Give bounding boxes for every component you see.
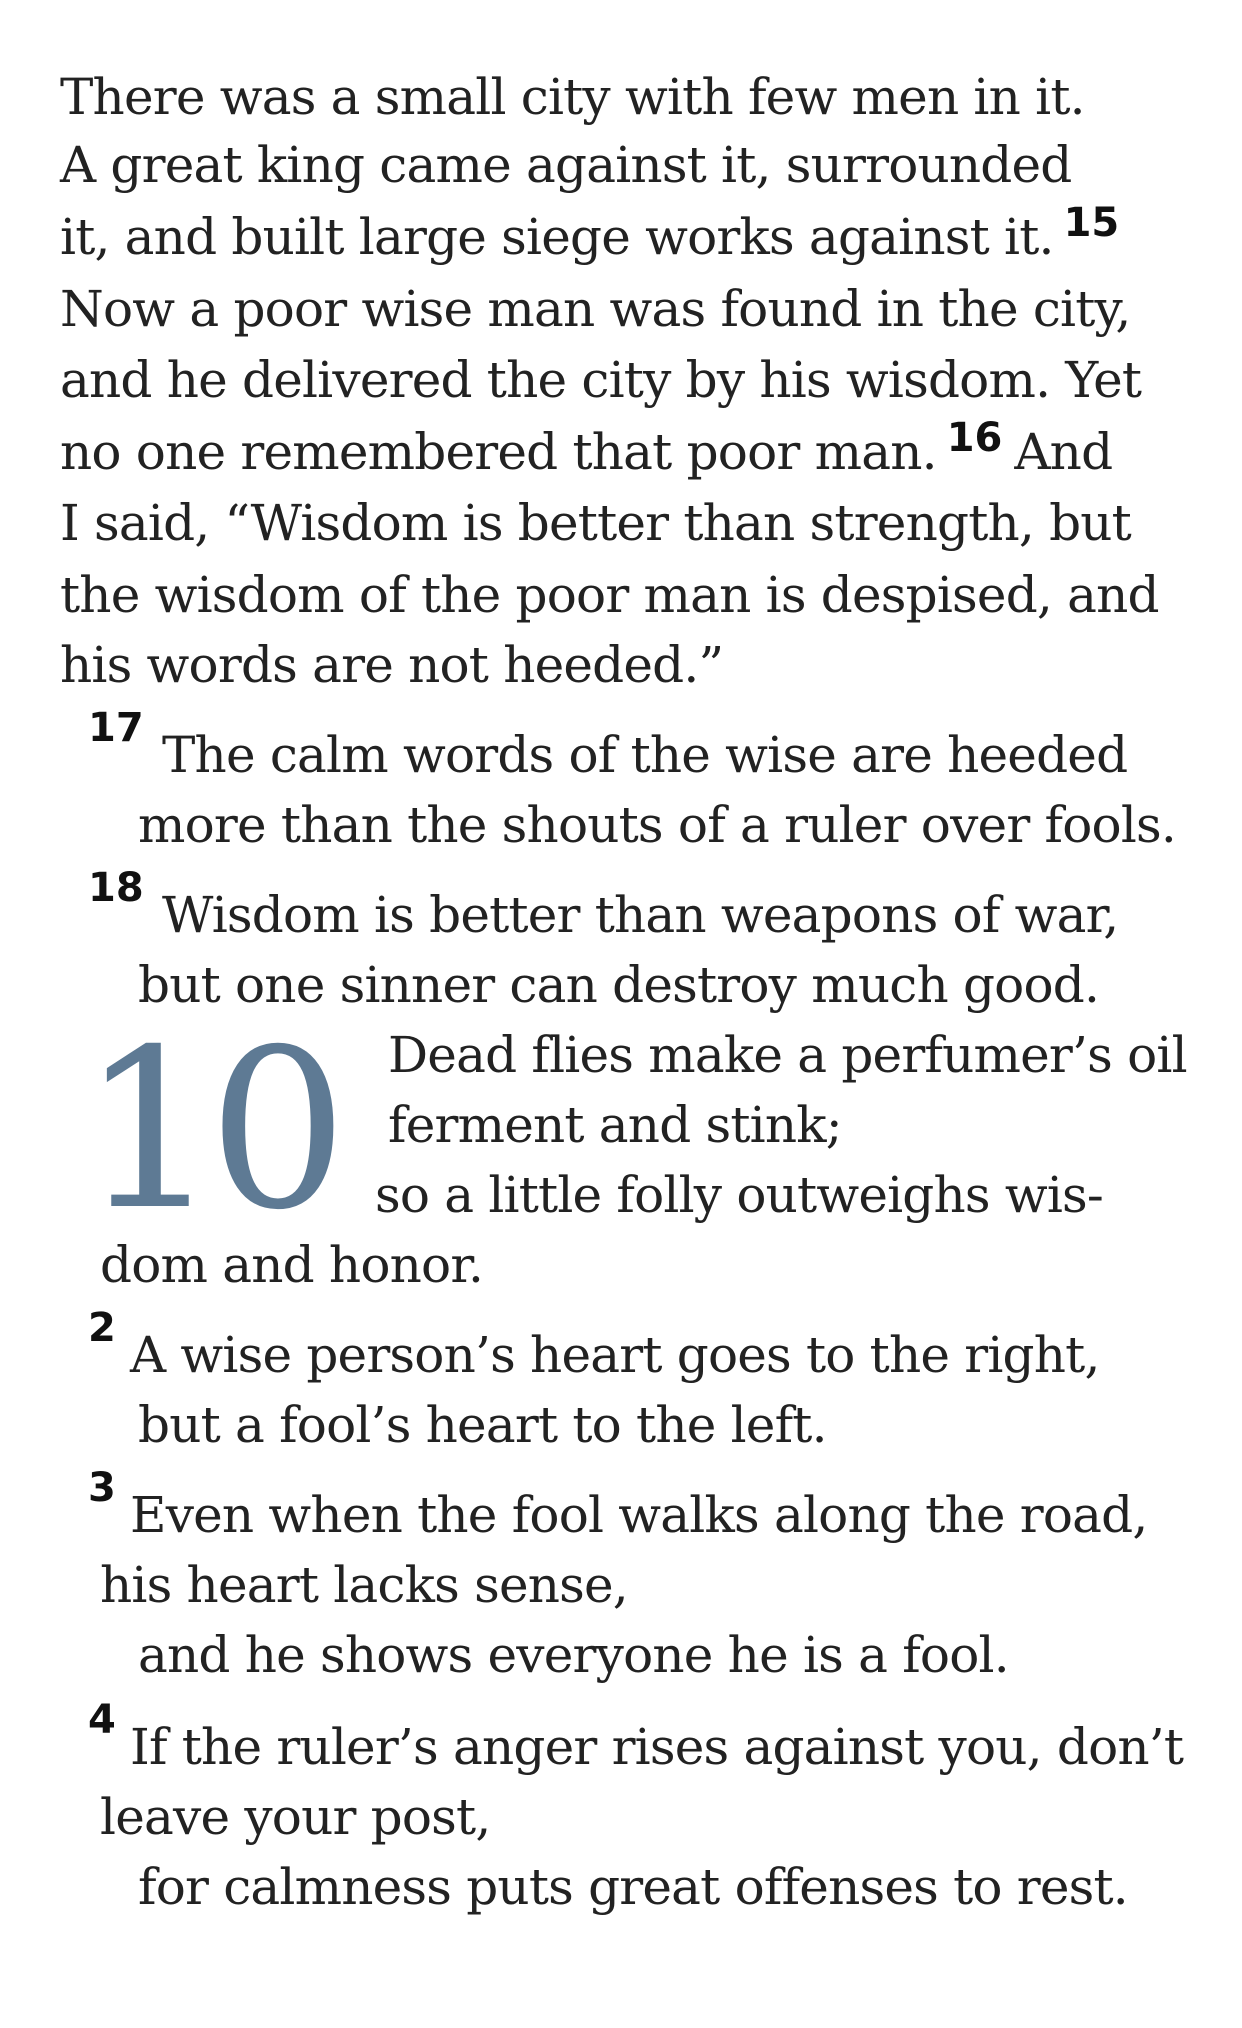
poetry-line: but a fool’s heart to the left. bbox=[138, 1396, 827, 1454]
poetry-line: ferment and stink; bbox=[388, 1096, 842, 1154]
poetry-line: and he shows everyone he is a fool. bbox=[138, 1626, 1009, 1684]
prose-text: And bbox=[1014, 423, 1113, 481]
poetry-line: The calm words of the wise are heeded bbox=[162, 726, 1128, 784]
poetry-line: leave your post, bbox=[100, 1788, 491, 1846]
poetry-line: but one sinner can destroy much good. bbox=[138, 956, 1100, 1014]
poetry-line: for calmness puts great offenses to rest. bbox=[138, 1858, 1128, 1916]
prose-line: Now a poor wise man was found in the city, bbox=[60, 280, 1131, 338]
prose-line: There was a small city with few men in it. bbox=[60, 68, 1085, 126]
verse-number-18: 18 bbox=[88, 865, 144, 911]
verse-number-2: 2 bbox=[88, 1305, 116, 1351]
poetry-line: Wisdom is better than weapons of war, bbox=[162, 886, 1119, 944]
verse-number-16: 16 bbox=[946, 415, 1003, 461]
prose-line: and he delivered the city by his wisdom. Yet bbox=[60, 351, 1142, 409]
poetry-line: more than the shouts of a ruler over fools. bbox=[138, 796, 1176, 854]
poetry-line: dom and honor. bbox=[100, 1236, 484, 1294]
poetry-line: Even when the fool walks along the road, bbox=[130, 1486, 1148, 1544]
verse-number-3: 3 bbox=[88, 1465, 116, 1511]
prose-text: it, and built large siege works against it. bbox=[60, 208, 1054, 266]
prose-line: his words are not heeded.” bbox=[60, 636, 724, 694]
prose-line: I said, “Wisdom is better than strength, but bbox=[60, 494, 1131, 552]
poetry-line: A wise person’s heart goes to the right, bbox=[130, 1326, 1100, 1384]
verse-number-4: 4 bbox=[88, 1697, 116, 1743]
chapter-number: 10 bbox=[80, 1002, 336, 1258]
prose-line: the wisdom of the poor man is despised, and bbox=[60, 566, 1159, 624]
poetry-line: Dead flies make a perfumer’s oil bbox=[388, 1026, 1187, 1084]
poetry-line: so a little folly outweighs wis- bbox=[375, 1166, 1104, 1224]
prose-line bbox=[60, 200, 1131, 266]
prose-line bbox=[60, 415, 1113, 481]
verse-number-15: 15 bbox=[1063, 200, 1120, 246]
prose-line: A great king came against it, surrounded bbox=[60, 136, 1072, 194]
poetry-line: If the ruler’s anger rises against you, don’t bbox=[130, 1718, 1184, 1776]
verse-number-17: 17 bbox=[88, 705, 144, 751]
poetry-line: his heart lacks sense, bbox=[100, 1556, 628, 1614]
prose-text: no one remembered that poor man. bbox=[60, 423, 937, 481]
